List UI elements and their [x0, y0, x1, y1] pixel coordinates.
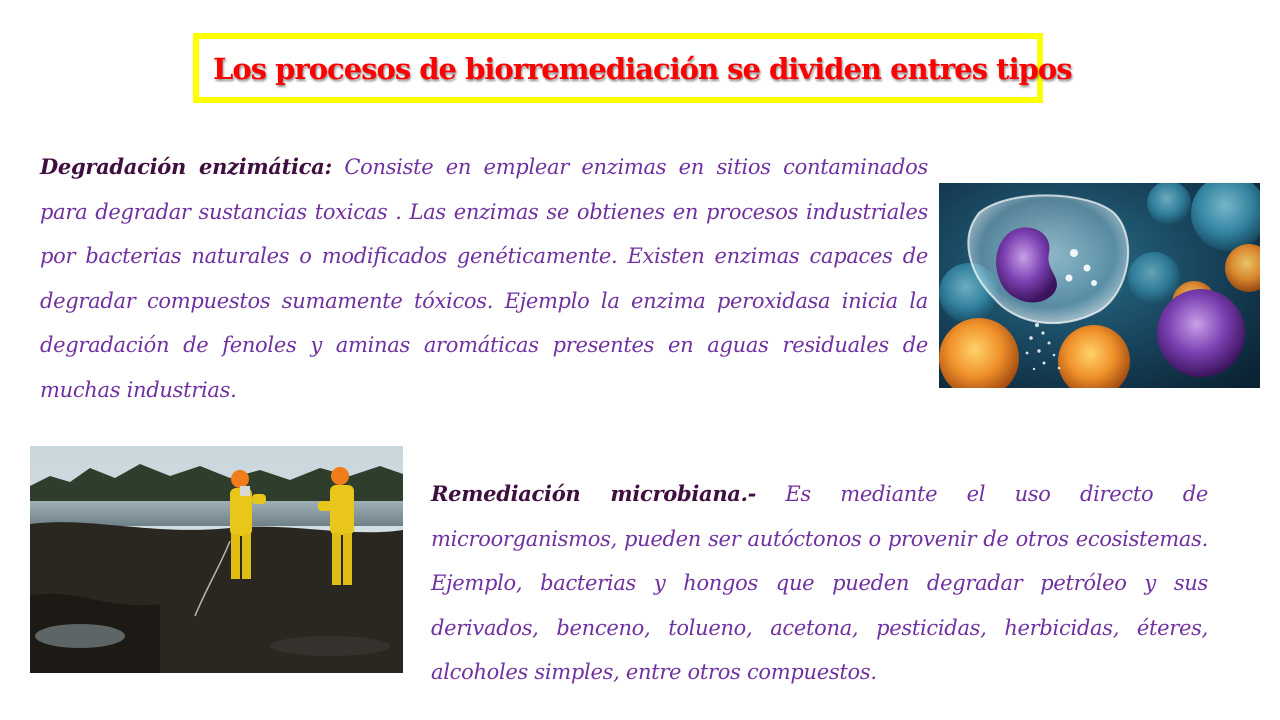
title-box	[193, 33, 1072, 103]
section-heading: Degradación enzimática:	[40, 154, 332, 179]
workers-shoreline-photo	[30, 446, 403, 673]
section-body: Es mediante el uso directo de microorganismos, pueden ser autóctonos o provenir de otros ecosistemas. Ejemplo, bacterias y hongos que pueden degradar petróleo y sus derivados, benceno, tolueno, acetona, pesticidas, herbicidas, éteres, alcoholes simples, entre otros compuestos.	[431, 482, 1208, 685]
section-microbial-remediation	[431, 472, 1208, 695]
cells-illustration-image	[939, 183, 1260, 388]
section-heading: Remediación microbiana.-	[431, 481, 757, 506]
slide-title: Los procesos de biorremediación se dividen entres tipos	[213, 52, 1072, 86]
section-body: Consiste en emplear enzimas en sitios contaminados para degradar sustancias toxicas . Las enzimas se obtienes en procesos industriales por bacterias naturales o modificados genéticamente. Existen enzimas capaces de degradar compuestos sumamente tóxicos. Ejemplo la enzima peroxidasa inicia la degradación de fenoles y aminas aromáticas presentes en aguas residuales de muchas industrias.	[40, 155, 928, 402]
section-enzymatic-degradation	[40, 145, 928, 413]
